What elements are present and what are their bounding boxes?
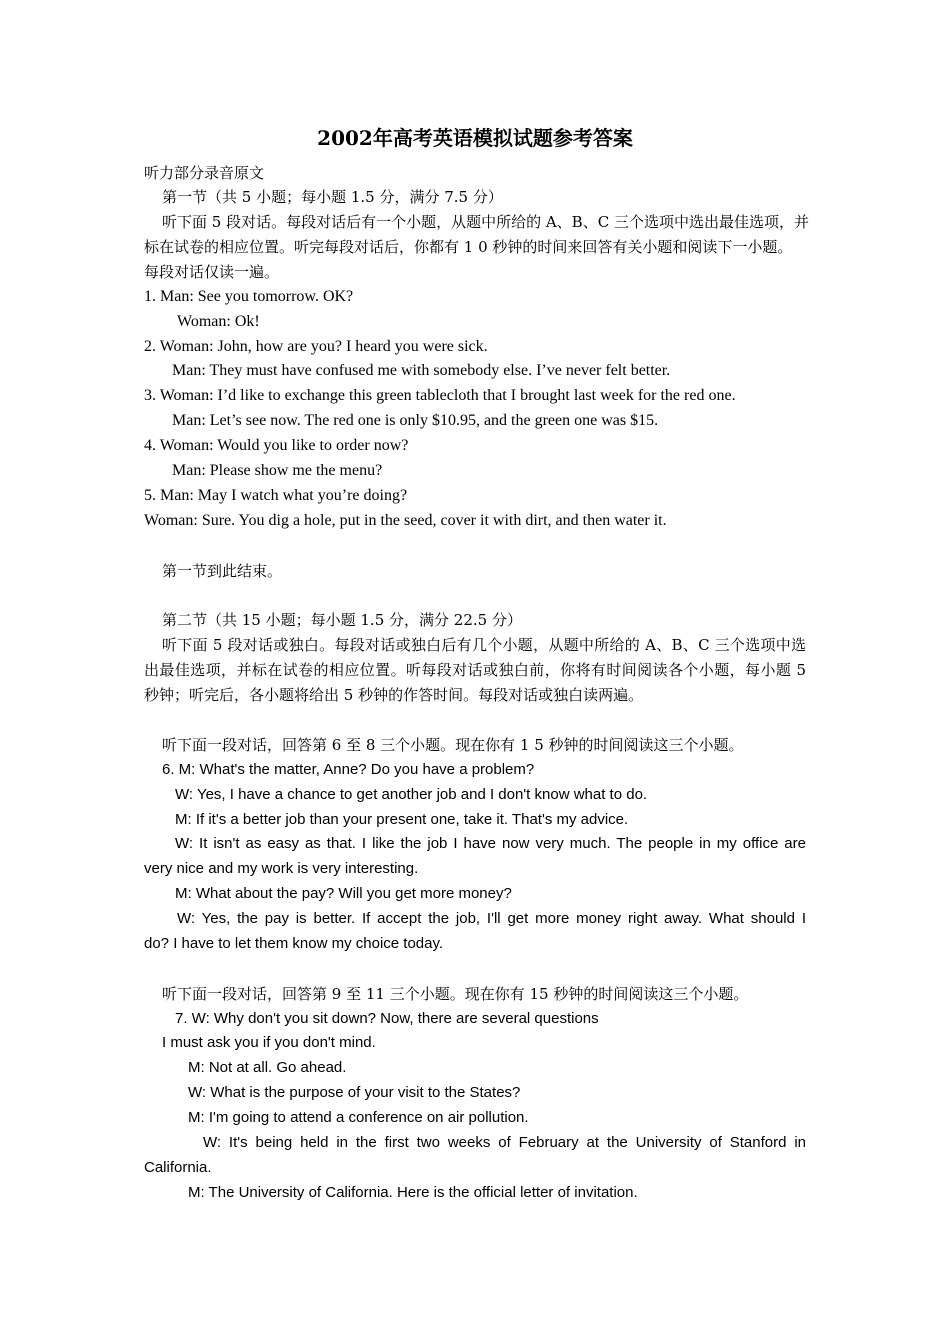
instruction-line: 每段对话仅读一遍。 — [144, 263, 280, 281]
dialogue-line: W: Yes, I have a chance to get another job and I don't know what to do. — [175, 786, 648, 803]
dialogue-line: very nice and my work is very interesting. — [144, 860, 419, 877]
instruction-line: 秒钟；听完后，各小题将给出 5 秒钟的作答时间。每段对话或独白读两遍。 — [144, 686, 644, 704]
dialogue-line: 6. M: What's the matter, Anne? Do you have a problem? — [162, 761, 535, 778]
document-title: 2002年高考英语模拟试题参考答案 — [317, 126, 633, 150]
dialogue-line: 7. W: Why don't you sit down? Now, there are several questions — [175, 1010, 599, 1027]
dialogue-line: M: Not at all. Go ahead. — [188, 1059, 347, 1076]
dialogue-line: do? I have to let them know my choice today. — [144, 935, 444, 952]
dialogue-instruction: 听下面一段对话，回答第 6 至 8 三个小题。现在你有 1 5 秒钟的时间阅读这三个小题。 — [162, 736, 744, 754]
dialogue-line: M: If it's a better job than your present one, take it. That's my advice. — [175, 811, 629, 828]
part-one-end: 第一节到此结束。 — [162, 562, 283, 580]
dialogue-line: 4. Woman: Would you like to order now? — [144, 437, 409, 454]
dialogue-line: Woman: Ok! — [177, 313, 260, 330]
dialogue-line: W: It's being held in the first two weeks of February at the University of Stanford in — [203, 1134, 806, 1151]
part-one-heading: 第一节（共 5 小题；每小题 1.5 分，满分 7.5 分） — [162, 188, 503, 206]
dialogue-line: M: What about the pay? Will you get more money? — [175, 885, 512, 902]
dialogue-line: W: What is the purpose of your visit to the States? — [188, 1084, 521, 1101]
instruction-line: 出最佳选项，并标在试卷的相应位置。听每段对话或独白前，你将有时间阅读各个小题，每小题 5 — [144, 661, 806, 679]
dialogue-line: M: I'm going to attend a conference on air pollution. — [188, 1109, 529, 1126]
part-two-heading: 第二节（共 15 小题；每小题 1.5 分，满分 22.5 分） — [162, 611, 522, 629]
section-heading: 听力部分录音原文 — [144, 164, 265, 182]
dialogue-line: W: Yes, the pay is better. If accept the job, I'll get more money right away. What should I — [177, 910, 806, 927]
dialogue-line: Man: They must have confused me with somebody else. I’ve never felt better. — [172, 362, 671, 379]
dialogue-line: 3. Woman: I’d like to exchange this green tablecloth that I brought last week for the red one. — [144, 387, 736, 404]
dialogue-line: M: The University of California. Here is the official letter of invitation. — [188, 1184, 638, 1201]
instruction-line: 标在试卷的相应位置。听完每段对话后，你都有 1 0 秒钟的时间来回答有关小题和阅读下一小题。 — [144, 238, 793, 256]
dialogue-line: 1. Man: See you tomorrow. OK? — [144, 288, 354, 305]
dialogue-line: Woman: Sure. You dig a hole, put in the seed, cover it with dirt, and then water it. — [144, 512, 667, 529]
dialogue-line: 5. Man: May I watch what you’re doing? — [144, 487, 408, 504]
instruction-line: 听下面 5 段对话或独白。每段对话或独白后有几个小题，从题中所给的 A、B、C 三个选项中选 — [162, 636, 806, 654]
dialogue-instruction: 听下面一段对话，回答第 9 至 11 三个小题。现在你有 15 秒钟的时间阅读这三个小题。 — [162, 985, 749, 1003]
dialogue-line: I must ask you if you don't mind. — [162, 1034, 376, 1051]
dialogue-line: Man: Let’s see now. The red one is only $10.95, and the green one was $15. — [172, 412, 659, 429]
dialogue-line: Man: Please show me the menu? — [172, 462, 383, 479]
dialogue-line: W: It isn't as easy as that. I like the job I have now very much. The people in my office are — [175, 835, 806, 852]
dialogue-line: California. — [144, 1159, 212, 1176]
dialogue-line: 2. Woman: John, how are you? I heard you were sick. — [144, 338, 488, 355]
instruction-line: 听下面 5 段对话。每段对话后有一个小题，从题中所给的 A、B、C 三个选项中选出最佳选项，并 — [162, 213, 809, 231]
